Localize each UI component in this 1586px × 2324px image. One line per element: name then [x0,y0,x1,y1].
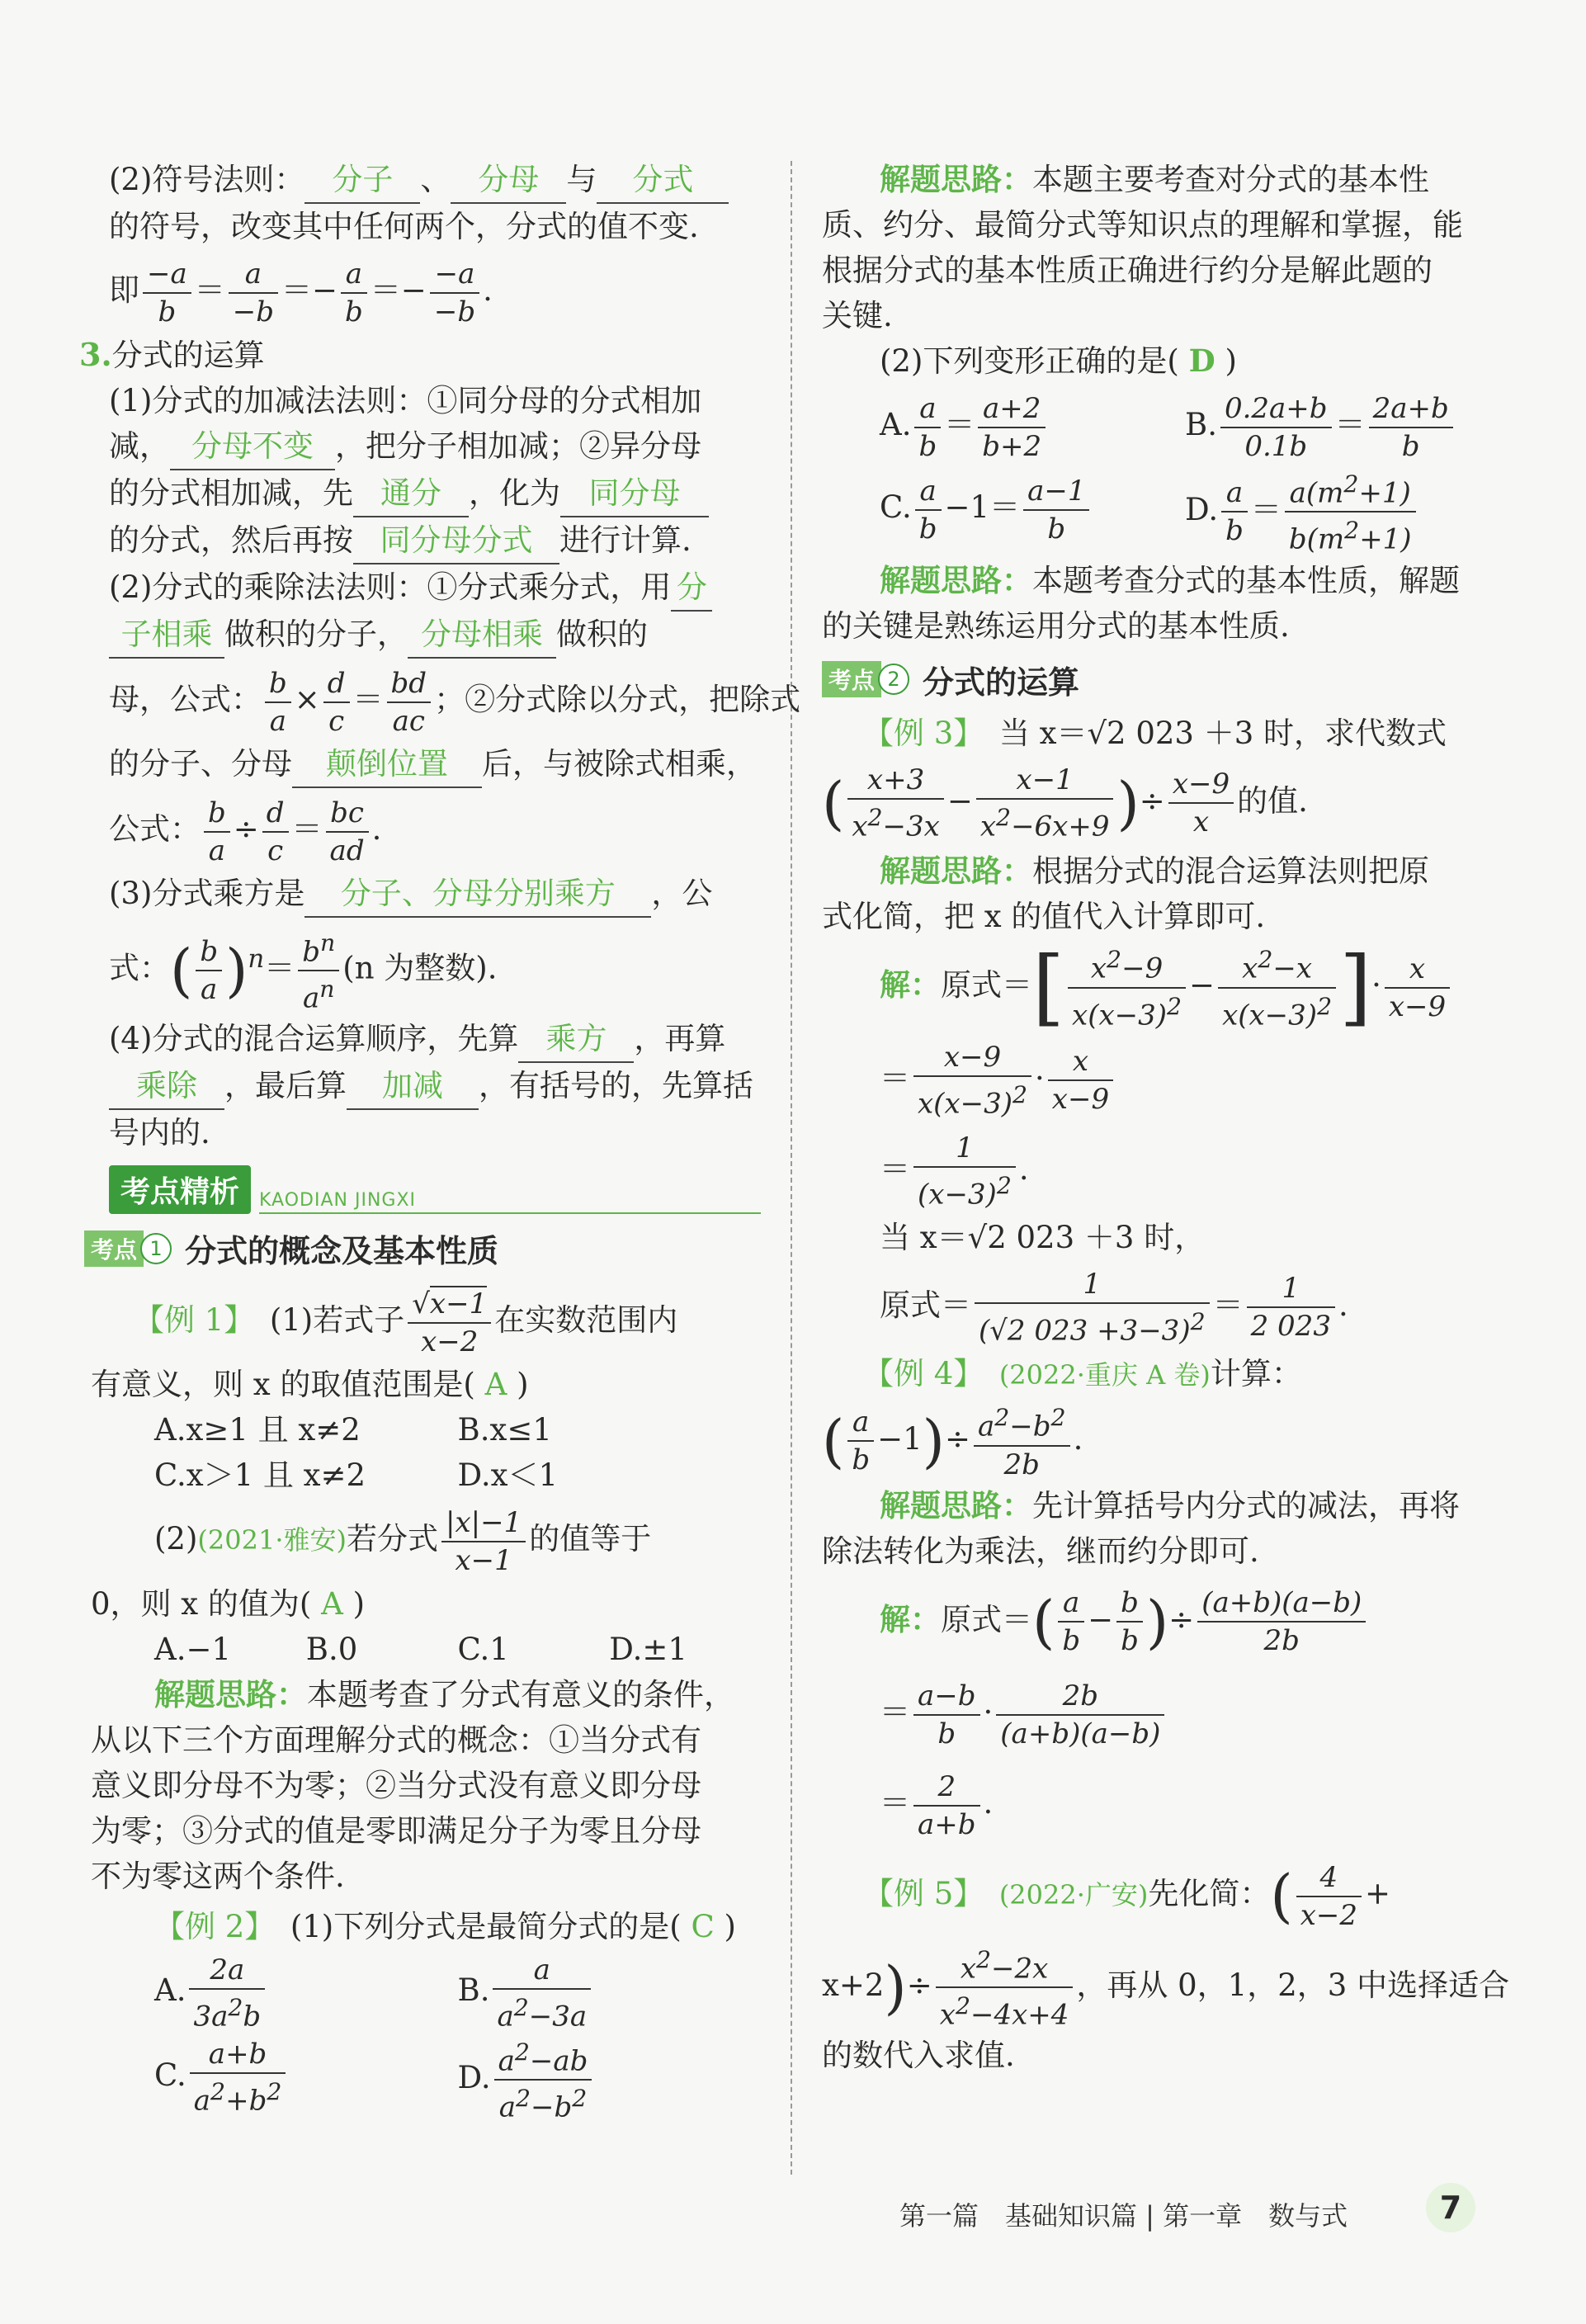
ex3-solution-l2: ＝ $\frac{x-9}{x(x-3)^2}$ · $\frac{x}{x-9}$ [822,1033,1490,1124]
add-rule-l2: 减， 分母不变 ，把分子相加减；②异分母 [109,423,761,470]
ex1-hint-l4: 为零；③分式的值是零即满足分子为零且分母 [91,1813,701,1849]
ex3-when: 当 x＝√2 023 ＋3 时， [880,1219,1206,1255]
ex2-q1: 【例 2】 (1)下列分式是最简分式的是( C ) [154,1909,736,1945]
q2-stem: (2)下列变形正确的是( D ) [880,342,1237,379]
ex3-hint-l2: 式化简，把 x 的值代入计算即可. [822,899,1266,935]
add-rule-l3: 的分式相加减，先 通分 ，化为 同分母 [109,470,761,517]
ex1-options-ab: A.x≥1 且 x≠2 B.x≤1 [154,1412,552,1448]
hint1-l3: 根据分式的基本性质正确进行约分是解此题的 [822,253,1433,288]
ex3-stem: 【例 3】 当 x＝√2 023 ＋3 时，求代数式 [863,715,1447,751]
pow-rule-l2: 式：( $\frac{b}{a}$ )$^n$＝ $\frac{b^n}{a^n}$ (n 为整数). [109,918,761,1016]
mix-rule-l1: (4)分式的混合运算顺序，先算 乘方 ，再算 [109,1016,761,1063]
sign-rule-equation: 即 $\frac{-a}{b}$ ＝ $\frac{a}{-b}$ ＝− $\frac{a}{b}$ ＝− $\frac{-a}{-b}$ . [109,257,493,328]
right-column [822,157,1510,2078]
ex1-q2-options: A.−1 B.0 C.1 D.±1 [154,1632,687,1668]
hint1-l1: 解题思路：本题主要考查对分式的基本性 [880,161,1429,197]
blank-numerator: 分子 [304,157,420,204]
add-rule-l4: 的分式，然后再按 同分母分式 进行计算. [109,517,761,564]
ex1-q2: (2)(2021·雅安)若分式 $\frac{|x|-1}{x-1}$ 的值等于 [154,1505,652,1577]
ex3-solution-l1: 解：原式＝[ $\frac{x^2-9}{x(x-3)^2}$ − $\frac{x^2-x}{x(x-3)^2}$ ]· $\frac{x}{x-9}$ [822,939,1490,1033]
ex4-solution-l3: ＝ $\frac{2}{a+b}$ . [880,1769,994,1841]
sign-rule-line1: (2)符号法则： 分子 、 分母 与 分式 [109,157,761,204]
ex1-hint-l5: 不为零这两个条件. [91,1859,345,1895]
ex3-hint-l1: 解题思路：根据分式的混合运算法则把原 [880,853,1429,890]
mul-rule-l1: (2)分式的乘除法法则：①分式乘分式，用 分 [109,564,761,612]
ex5-stem: 【例 5】 (2022·广安)先化简：( $\frac{4}{x-2}$ + [863,1860,1391,1932]
hint2-l2: 的关键是熟练运用分式的基本性质. [822,607,1290,644]
q2-options-ab: A. $\frac{a}{b}$ ＝ $\frac{a+2}{b+2}$ B. $\frac{0.2a+b}{0.1b}$ ＝ $\frac{2a+b}{b}$ [822,384,1490,466]
mix-rule-l3: 号内的. [109,1115,210,1151]
ex5-expression: x+2)÷ $\frac{x^2-2x}{x^2-4x+4}$ ，再从 0，1，2，3 中选择适合 [822,1942,1490,2034]
q2-options-cd: C. $\frac{a}{b}$ −1＝ $\frac{a-1}{b}$ D. $\frac{a}{b}$ ＝ $\frac{a(m^2+1)}{b(m^2+1)}$ [822,466,1490,558]
sign-rule-line2: 的符号，改变其中任何两个，分式的值不变. [109,209,699,244]
mul-rule-l4: 的分子、分母 颠倒位置 后，与被除式相乘， [109,741,761,788]
ex2-options-ab: A. $\frac{2a}{3a^2b}$ B. $\frac{a}{a^2-3a}$ [109,1949,761,2034]
section-3-heading: 3.分式的运算 [79,336,265,373]
ex4-hint-l1: 解题思路：先计算括号内分式的减法，再将 [880,1486,1460,1523]
blank-denominator: 分母 [451,157,566,204]
ex4-expression: ( $\frac{a}{b}$ −1)÷ $\frac{a^2-b^2}{2b}$ . [822,1398,1490,1483]
ex5-line3: 的数代入求值. [822,2038,1015,2074]
mul-rule-l5: 公式： $\frac{b}{a}$ ÷ $\frac{d}{c}$ ＝ $\frac{bc}{ad}$ . [109,796,382,867]
ex4-stem: 【例 4】 (2022·重庆 A 卷)计算： [863,1355,1302,1391]
hint2-l1: 解题思路：本题考查分式的基本性质，解题 [880,561,1460,598]
hint1-l2: 质、约分、最简分式等知识点的理解和掌握，能 [822,207,1463,243]
ex1-hint-l1: 解题思路：本题考查了分式有意义的条件， [154,1676,734,1713]
topic-2-heading: 考点 2 分式的运算 [822,657,1490,702]
add-rule-l1: (1)分式的加减法法则：①同分母的分式相加 [109,383,702,418]
page-number: 7 [1426,2183,1475,2232]
ex1-q1: 【例 1】 (1)若式子 $\frac{√x-1}{x-2}$ 在实数范围内 [134,1287,678,1358]
ex1-hint-l3: 意义即分母不为零；②当分式没有意义即分母 [91,1768,701,1804]
ex4-solution-l1: 解：原式＝( $\frac{a}{b}$ − $\frac{b}{b}$ )÷ $\frac{(a+b)(a-b)}{2b}$ [822,1574,1490,1668]
blank-fraction: 分式 [597,157,729,204]
ex4-hint-l2: 除法转化为乘法，继而约分即可. [822,1533,1259,1569]
formula: $\frac{-a}{b}$ [143,256,191,330]
ex3-solution-l3: ＝ $\frac{1}{(x-3)^2}$ . [880,1131,1029,1212]
left-column [79,157,801,2125]
pow-rule-l1: (3)分式乘方是 分子、分母分别乘方 ，公 [109,871,761,918]
ex2-options-cd: C. $\frac{a+b}{a^2+b^2}$ D. $\frac{a^2-ab}{a^2-b^2}$ [109,2034,761,2126]
mul-rule-l3: 母，公式： $\frac{b}{a}$ × $\frac{d}{c}$ ＝ $\frac{bd}{ac}$ ；②分式除以分式，把除式 [109,666,801,738]
ex1-options-cd: C.x＞1 且 x≠2 D.x＜1 [154,1457,559,1494]
ex1-q1-line2: 有意义，则 x 的取值范围是( A ) [91,1367,529,1403]
hint1-l4: 关键. [822,298,893,333]
ex3-result: 原式＝ $\frac{1}{(√2 023 +3-3)^2}$ ＝ $\frac{1}{2 023}$ . [880,1268,1348,1348]
topic-1-heading: 考点 1 分式的概念及基本性质 [84,1226,761,1271]
page-footer: 第一篇 基础知识篇 | 第一章 数与式 [899,2200,1348,2232]
mul-rule-l2: 子相乘 做积的分子， 分母相乘 做积的 [109,612,761,659]
ex1-hint-l2: 从以下三个方面理解分式的概念：①当分式有 [91,1722,701,1759]
mix-rule-l2: 乘除 ，最后算 加减 ，有括号的，先算括 [109,1063,761,1110]
section-banner: 考点精析 KAODIAN JINGXI [109,1165,761,1214]
ex3-expression: ( $\frac{x+3}{x^2-3x}$ − $\frac{x-1}{x^2-6x+9}$ )÷ $\frac{x-9}{x}$ 的值. [822,763,1308,843]
column-divider [791,161,792,2175]
ex4-solution-l2: ＝ $\frac{a-b}{b}$ · $\frac{2b}{(a+b)(a-b)}$ [822,1667,1490,1758]
ex1-q2-line2: 0，则 x 的值为( A ) [91,1586,366,1623]
